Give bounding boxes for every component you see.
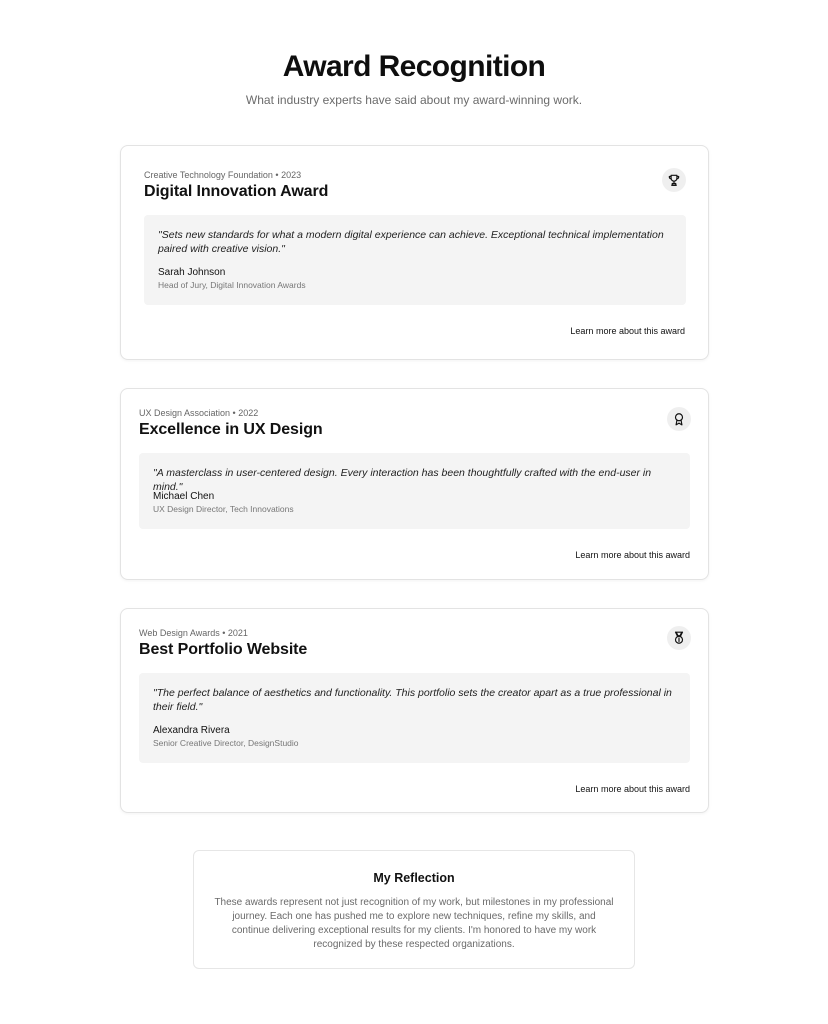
- learn-more-link[interactable]: Learn more about this award: [575, 550, 690, 560]
- testimonial-author-role: Senior Creative Director, DesignStudio: [153, 738, 299, 748]
- testimonial-quote: "The perfect balance of aesthetics and functionality. This portfolio sets the creator apart as a true professional in their field.": [153, 687, 672, 713]
- testimonial-quote: "A masterclass in user-centered design. Every interaction has been thoughtfully crafted with the end-user in mind.": [153, 467, 652, 493]
- testimonial-author: Sarah Johnson: [158, 267, 226, 278]
- award-meta: Creative Technology Foundation • 2023: [144, 170, 302, 180]
- trophy-icon: [662, 168, 686, 192]
- testimonial-author: Alexandra Rivera: [153, 725, 230, 736]
- testimonial-quote-box: [144, 215, 686, 305]
- page-subtitle: What industry experts have said about my award-winning work.: [245, 93, 583, 107]
- award-card-digital-innovation: [120, 145, 709, 360]
- reflection-body: These awards represent not just recognition of my work, but milestones in my professional journey. Each one has pushed me to explore new techniques, refine my skills, and continue delivering exceptional results for my clients. I'm honored to have my work recognized by these respected organizations.: [214, 897, 614, 950]
- award-meta: UX Design Association • 2022: [139, 408, 259, 418]
- ribbon-award-icon: [667, 407, 691, 431]
- testimonial-author-role: UX Design Director, Tech Innovations: [153, 504, 294, 514]
- testimonial-quote-box: [139, 673, 690, 763]
- award-title: Digital Innovation Award: [144, 183, 329, 200]
- testimonial-author: Michael Chen: [153, 491, 215, 502]
- reflection-section: [193, 850, 635, 969]
- award-card-ux-design: [120, 388, 709, 580]
- medal-icon: [667, 626, 691, 650]
- award-card-best-portfolio: [120, 608, 709, 813]
- page-title: Award Recognition: [282, 50, 546, 83]
- reflection-title: My Reflection: [373, 871, 455, 885]
- award-title: Best Portfolio Website: [139, 641, 308, 658]
- learn-more-link[interactable]: Learn more about this award: [570, 326, 685, 336]
- award-title: Excellence in UX Design: [139, 421, 323, 438]
- learn-more-link[interactable]: Learn more about this award: [575, 784, 690, 794]
- testimonial-quote-box: [139, 453, 690, 529]
- testimonial-quote: "Sets new standards for what a modern digital experience can achieve. Exceptional technical implementation paired with creative vision.": [158, 229, 664, 255]
- award-meta: Web Design Awards • 2021: [139, 628, 248, 638]
- testimonial-author-role: Head of Jury, Digital Innovation Awards: [158, 280, 306, 290]
